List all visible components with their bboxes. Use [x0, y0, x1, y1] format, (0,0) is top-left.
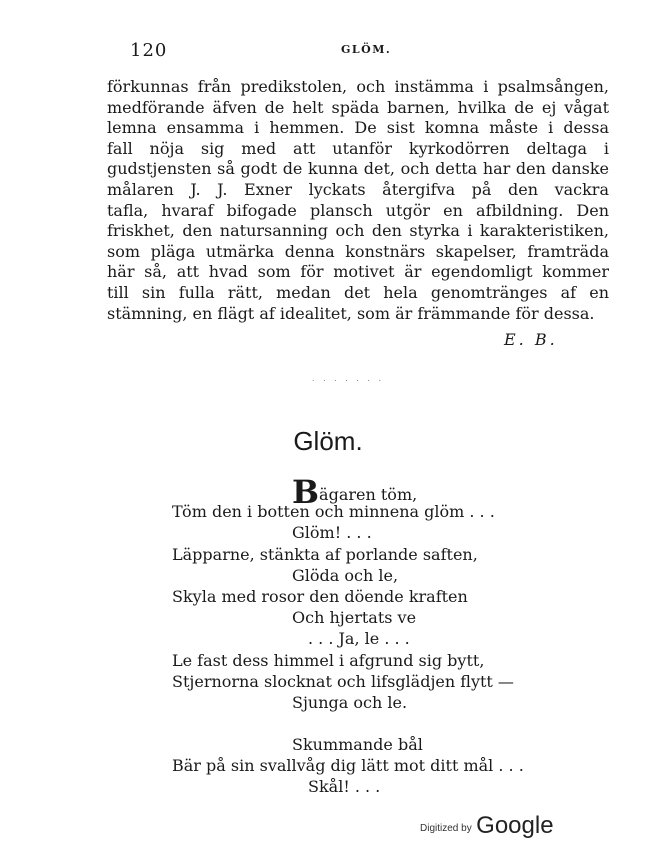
poem-line: Skummande bål — [292, 735, 423, 754]
poem-line: Skål! . . . — [308, 777, 381, 796]
prose-line: fall nöja sig med att utanför kyrkodörren deltaga i gudstjensten så godt de kunna det, och detta har den danske — [107, 138, 609, 179]
digitized-watermark — [420, 812, 554, 840]
poem-title: Glöm. — [293, 426, 363, 456]
poem-line: Läpparne, stänkta af porlande saften, — [172, 545, 478, 564]
poem-line: Bär på sin svallvåg dig lätt mot ditt mål . . . — [172, 756, 524, 775]
prose-line: tafla, hvaraf bifogade plansch utgör en afbildning. Den — [107, 200, 609, 220]
prose-line: som pläga utmärka denna konstnärs skapelser, framträda — [107, 241, 609, 261]
prose-line: målaren J. J. Exner lyckats återgifva på den vackra — [107, 179, 609, 199]
poem-line: Och hjertats ve — [292, 608, 417, 627]
prose-line: friskhet, den natursanning och den styrka i karakteristiken, — [107, 221, 609, 241]
prose-line: till sin fulla rätt, medan det hela genomtränges af en — [107, 282, 609, 302]
poem-line: Stjernorna slocknat och lifsglädjen flytt — — [172, 672, 514, 691]
prose-line: medförande äfven de helt späda barnen, hvilka de ej vågat — [107, 97, 609, 117]
poem-line: Sjunga och le. — [292, 693, 408, 712]
prose-line: lemna ensamma i hemmen. De sist komna måste i dessa — [107, 118, 609, 138]
poem-line: Töm den i botten och minnena glöm . . . — [172, 502, 495, 521]
prose-line: här så, att hvad som för motivet är egendomligt kommer — [107, 262, 609, 282]
poem-line: Glöda och le, — [292, 566, 399, 585]
running-title: GLÖM. — [341, 43, 392, 56]
poem-line: . . . Ja, le . . . — [308, 629, 410, 648]
poem-line-text: ägaren töm, — [319, 485, 418, 504]
signature: E. B. — [504, 330, 558, 349]
prose-block — [107, 77, 609, 324]
poem-line: Le fast dess himmel i afgrund sig bytt, — [172, 651, 485, 670]
digitized-label: Digitized by — [420, 823, 472, 834]
poem-line: Glöm! . . . — [292, 523, 372, 542]
page-number: 120 — [130, 40, 168, 61]
google-logo: Google — [476, 812, 554, 839]
prose-line: förkunnas från predikstolen, och instämma i psalmsången, — [107, 77, 609, 96]
prose-line: stämning, en flägt af idealitet, som är främmande för dessa. — [107, 303, 595, 323]
poem-line: Skyla med rosor den döende kraften — [172, 587, 468, 606]
dropcap: B — [292, 473, 320, 511]
section-separator: . . . . . . . — [312, 374, 385, 383]
